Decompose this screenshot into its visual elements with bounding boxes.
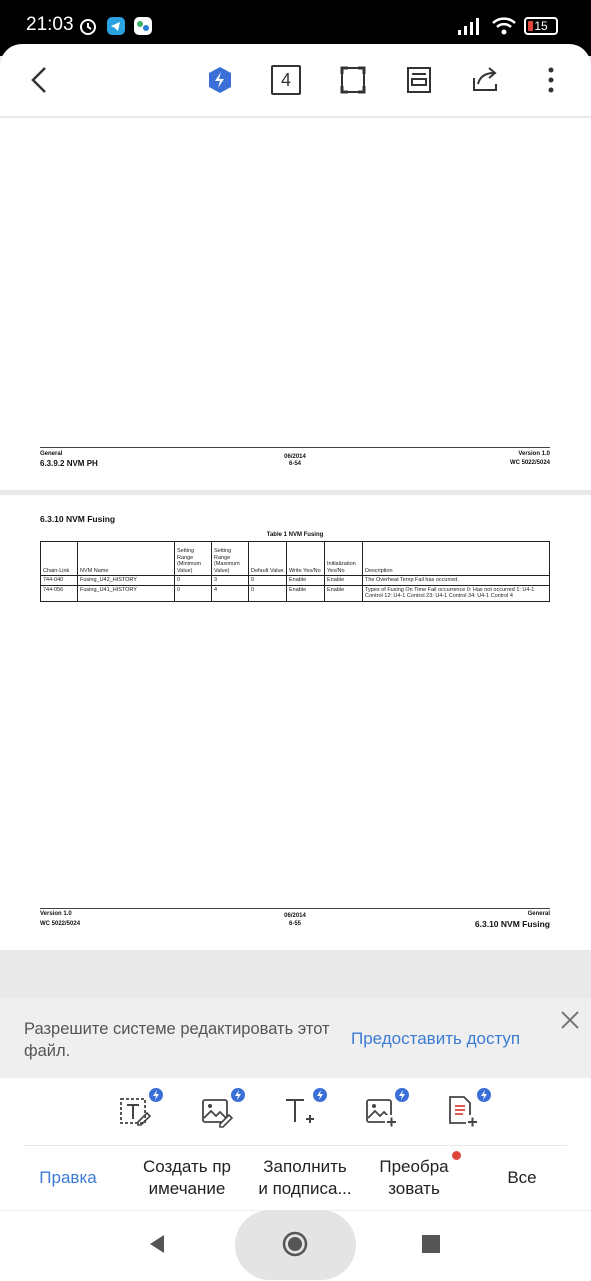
add-image-icon: [364, 1094, 398, 1128]
nav-recents-button[interactable]: [422, 1235, 440, 1253]
add-page-tool[interactable]: [446, 1094, 482, 1130]
tab-label-line: зовать: [388, 1179, 440, 1198]
nvm-fusing-table: [40, 541, 550, 602]
table-cell: Types of Fusing On Time Fail occurrence 0: Has not occurred 1: U4-1 Control 12: U4-1 Control 23: U4-1 Control 34: U4-1 Control 4: [363, 585, 550, 601]
nav-home-button[interactable]: [281, 1230, 309, 1258]
table-cell: 0: [249, 576, 287, 586]
document-page-1: [0, 118, 591, 490]
close-icon: [558, 1008, 582, 1032]
more-options-button[interactable]: [533, 62, 569, 98]
share-icon: [470, 66, 500, 94]
more-vertical-icon: [547, 66, 555, 94]
alarm-icon: [78, 16, 98, 36]
tab-label-line: и подписа...: [258, 1179, 352, 1198]
notification-dot: [452, 1151, 461, 1160]
page-box-icon: [271, 65, 301, 95]
tab-label-line: имечание: [148, 1179, 226, 1198]
table-cell: 0: [249, 585, 287, 601]
footer-date: 06/2014: [284, 454, 306, 460]
table-cell: Enable: [287, 585, 325, 601]
table-cell: Enable: [325, 585, 363, 601]
signal-icon: [457, 16, 483, 36]
premium-button[interactable]: [202, 62, 238, 98]
footer-date: 06/2014: [284, 913, 306, 919]
edit-image-tool[interactable]: [200, 1094, 236, 1130]
premium-badge-icon: [477, 1088, 491, 1102]
footer-section-title: 6.3.10 NVM Fusing: [474, 919, 550, 929]
page-count: 4: [280, 69, 291, 90]
table-header: Setting Range (Minimum Value): [175, 542, 212, 576]
back-arrow-icon: [28, 65, 52, 95]
app-notification-icon: [133, 16, 153, 36]
battery-level: 15: [534, 19, 548, 33]
table-cell: 0: [175, 576, 212, 586]
section-title: 6.3.10 NVM Fusing: [40, 514, 116, 524]
premium-badge-icon: [149, 1088, 163, 1102]
table-caption: Table 1 NVM Fusing: [266, 532, 324, 538]
tab-edit[interactable]: Правка: [39, 1168, 97, 1187]
footer-section-title: 6.3.9.2 NVM PH: [40, 459, 98, 468]
table-row: [41, 585, 550, 601]
footer-model: WC 5022/5024: [509, 460, 550, 466]
fullscreen-icon: [340, 66, 366, 94]
tab-label-line: Заполнить: [263, 1157, 347, 1176]
footer-rule: [40, 447, 550, 448]
table-header: Description: [363, 542, 550, 576]
tab-label-line: Преобра: [379, 1157, 449, 1176]
edit-image-icon: [200, 1094, 234, 1128]
table-header: NVM Name: [78, 542, 175, 576]
table-header: Write Yes/No: [287, 542, 325, 576]
tab-fill-and-sign[interactable]: [248, 1156, 362, 1200]
share-button[interactable]: [467, 62, 503, 98]
wifi-icon: [491, 16, 517, 36]
tab-create-comment[interactable]: [130, 1156, 244, 1200]
premium-badge-icon: [231, 1088, 245, 1102]
edit-text-tool[interactable]: [118, 1094, 154, 1130]
tab-convert[interactable]: [364, 1156, 464, 1200]
add-text-tool[interactable]: [282, 1094, 318, 1130]
footer-section-label: General: [40, 451, 63, 457]
tools-divider: [24, 1145, 567, 1146]
table-cell: 744-040: [41, 576, 78, 586]
nav-back-button[interactable]: [146, 1233, 168, 1255]
square-recents-icon: [422, 1235, 440, 1253]
table-header: Setting Range (Maximum Value): [212, 542, 249, 576]
table-header: Default Value: [249, 542, 287, 576]
triangle-back-icon: [146, 1233, 168, 1255]
lightning-badge-icon: [206, 66, 234, 94]
table-cell: 744-056: [41, 585, 78, 601]
tab-label-line: Создать пр: [143, 1157, 231, 1176]
add-page-icon: [446, 1094, 480, 1128]
grant-access-button[interactable]: Предоставить доступ: [351, 1029, 521, 1048]
status-time: 21:03: [26, 14, 74, 35]
circle-home-icon: [281, 1230, 309, 1258]
table-header: Chain-Link: [41, 542, 78, 576]
reading-mode-icon: [406, 66, 432, 94]
page-count-button[interactable]: [268, 62, 304, 98]
table-cell: 4: [212, 585, 249, 601]
battery-icon: [524, 17, 558, 35]
telegram-icon: [106, 16, 126, 36]
permission-message: Разрешите системе редактировать этот файл.: [24, 1020, 330, 1060]
footer-page-number: 6-55: [288, 921, 301, 927]
table-cell: 0: [175, 585, 212, 601]
table-cell: Fusing_U42_HISTORY: [78, 576, 175, 586]
table-header-row: [41, 542, 550, 576]
table-cell: Fusing_U41_HISTORY: [78, 585, 175, 601]
table-header: Initialization Yes/No: [325, 542, 363, 576]
fullscreen-button[interactable]: [335, 62, 371, 98]
footer-rule: [40, 908, 550, 909]
edit-text-icon: [118, 1094, 152, 1128]
table-cell: 3: [212, 576, 249, 586]
add-text-icon: [282, 1094, 316, 1128]
tab-all[interactable]: Все: [507, 1168, 537, 1187]
top-toolbar: [0, 44, 591, 116]
footer-version: Version 1.0: [40, 911, 72, 917]
back-button[interactable]: [22, 62, 58, 98]
close-banner-button[interactable]: [558, 1008, 582, 1032]
add-image-tool[interactable]: [364, 1094, 400, 1130]
footer-version: Version 1.0: [518, 451, 550, 457]
reading-mode-button[interactable]: [401, 62, 437, 98]
table-cell: Enable: [287, 576, 325, 586]
table-cell: The Overheat Temp Fail has occurred.: [363, 576, 550, 586]
premium-badge-icon: [313, 1088, 327, 1102]
table-row: [41, 576, 550, 586]
footer-section-label: General: [527, 911, 550, 917]
footer-page-number: 6-54: [288, 461, 301, 467]
table-cell: Enable: [325, 576, 363, 586]
premium-badge-icon: [395, 1088, 409, 1102]
footer-model: WC 5022/5024: [40, 921, 81, 927]
